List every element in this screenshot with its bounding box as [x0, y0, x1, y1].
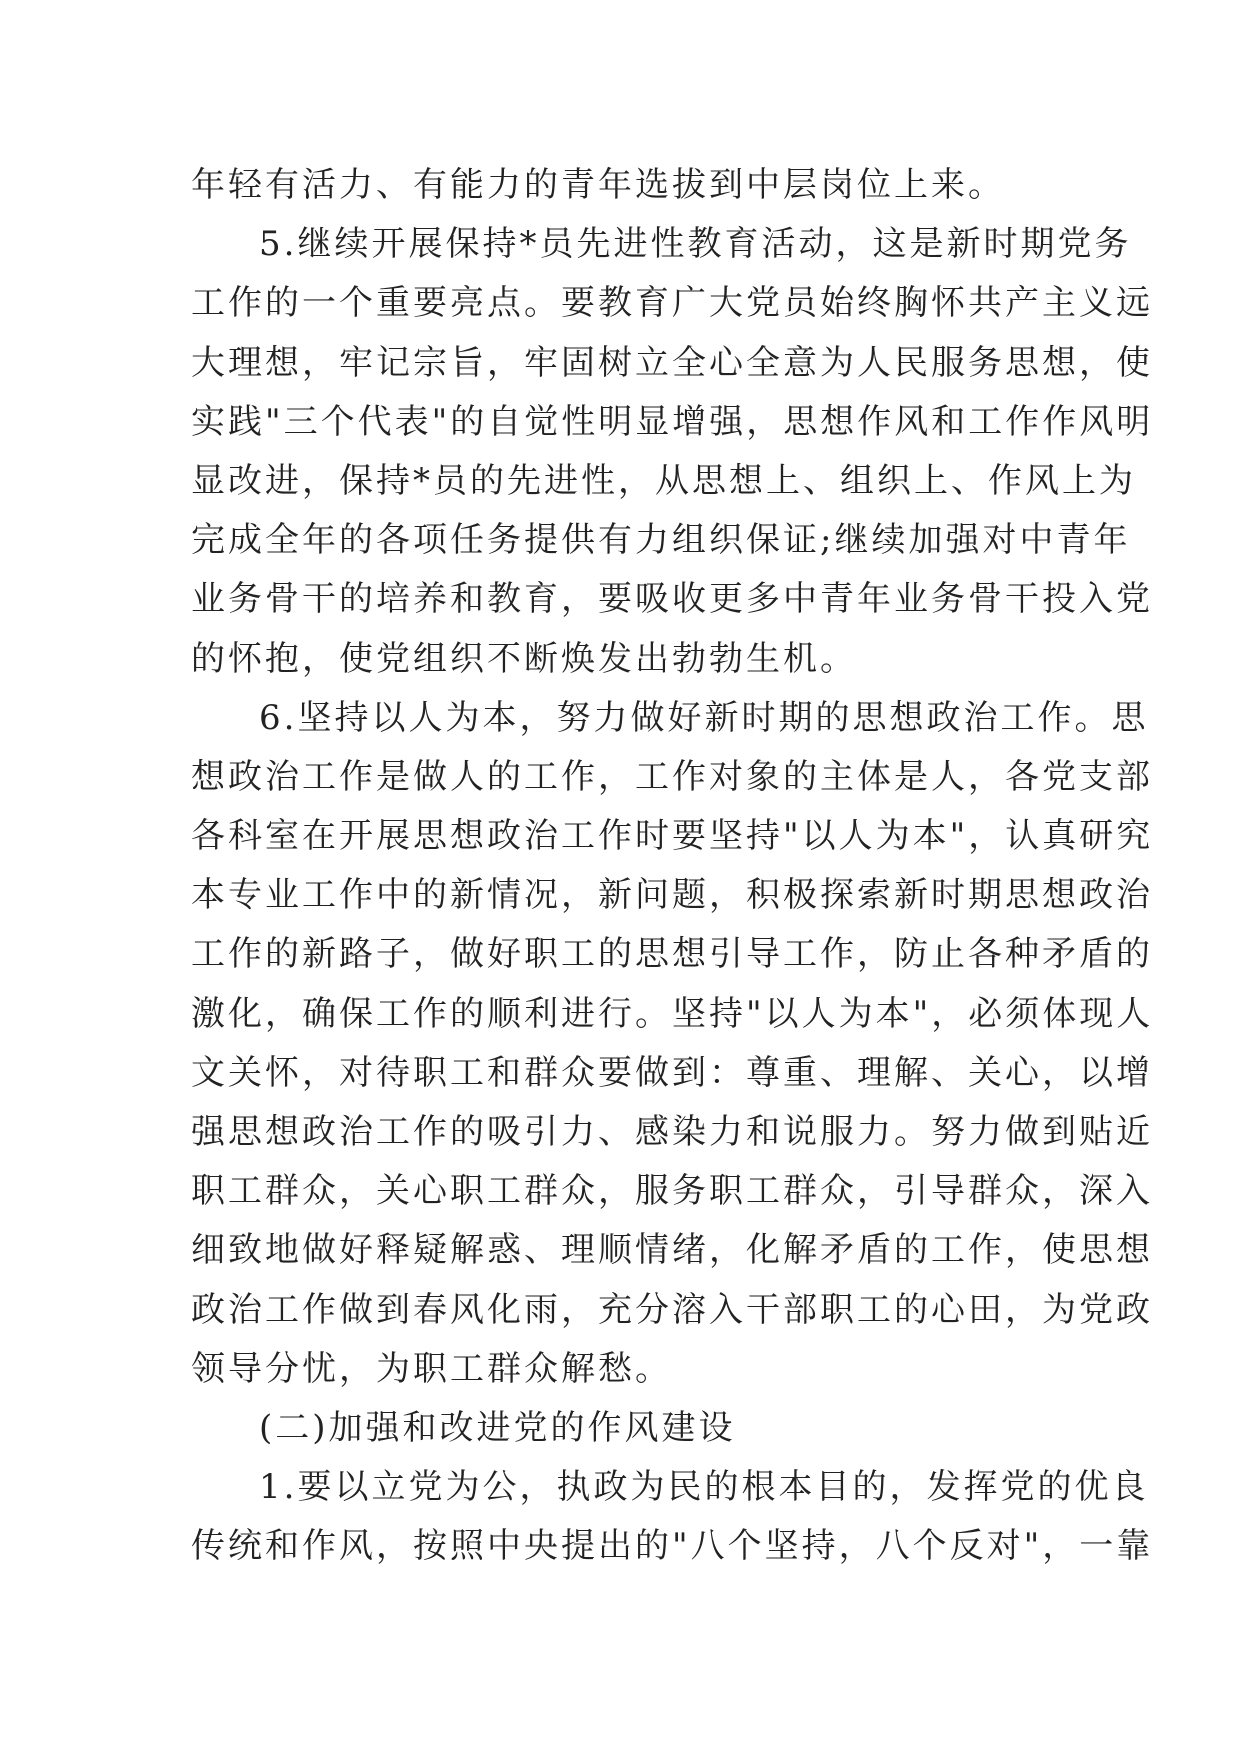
- text-line: 本专业工作中的新情况，新问题，积极探索新时期思想政治: [191, 875, 1153, 916]
- text-line: 年轻有活力、有能力的青年选拔到中层岗位上来。: [191, 165, 1005, 205]
- text-line: 文关怀，对待职工和群众要做到：尊重、理解、关心，以增: [191, 1052, 1153, 1093]
- text-line: 大理想，牢记宗旨，牢固树立全心全意为人民服务思想，使: [191, 342, 1153, 383]
- text-line: 各科室在开展思想政治工作时要坚持"以人为本"，认真研究: [191, 816, 1154, 857]
- text-line: 想政治工作是做人的工作，工作对象的主体是人，各党支部: [191, 756, 1153, 797]
- text-line: 细致地做好释疑解惑、理顺情绪，化解矛盾的工作，使思想: [191, 1230, 1153, 1271]
- text-line: 6.坚持以人为本，努力做好新时期的思想政治工作。思: [259, 697, 1149, 738]
- text-line: 显改进，保持*员的先进性，从思想上、组织上、作风上为: [191, 460, 1136, 501]
- body-text: [191, 156, 1154, 1577]
- text-line: 业务骨干的培养和教育，要吸收更多中青年业务骨干投入党: [191, 579, 1153, 620]
- text-line: 领导分忧，为职工群众解愁。: [191, 1348, 672, 1389]
- text-line: 激化，确保工作的顺利进行。坚持"以人为本"，必须体现人: [191, 993, 1154, 1034]
- text-line: 强思想政治工作的吸引力、感染力和说服力。努力做到贴近: [191, 1112, 1153, 1152]
- text-line: 工作的新路子，做好职工的思想引导工作，防止各种矛盾的: [191, 934, 1153, 975]
- text-line: 1.要以立党为公，执政为民的根本目的，发挥党的优良: [259, 1467, 1149, 1508]
- text-line: 完成全年的各项任务提供有力组织保证;继续加强对中青年: [191, 520, 1131, 561]
- text-line: 职工群众，关心职工群众，服务职工群众，引导群众，深入: [191, 1171, 1153, 1212]
- text-line: 传统和作风，按照中央提出的"八个坚持，八个反对"，一靠: [191, 1526, 1154, 1567]
- text-line: 实践"三个代表"的自觉性明显增强，思想作风和工作作风明: [191, 401, 1154, 442]
- text-line: 的怀抱，使党组织不断焕发出勃勃生机。: [191, 638, 857, 679]
- text-line: 工作的一个重要亮点。要教育广大党员始终胸怀共产主义远: [191, 283, 1153, 324]
- text-line: 政治工作做到春风化雨，充分溶入干部职工的心田，为党政: [191, 1289, 1153, 1330]
- section-heading: (二)加强和改进党的作风建设: [259, 1407, 736, 1448]
- text-line: 5.继续开展保持*员先进性教育活动，这是新时期党务: [259, 224, 1132, 265]
